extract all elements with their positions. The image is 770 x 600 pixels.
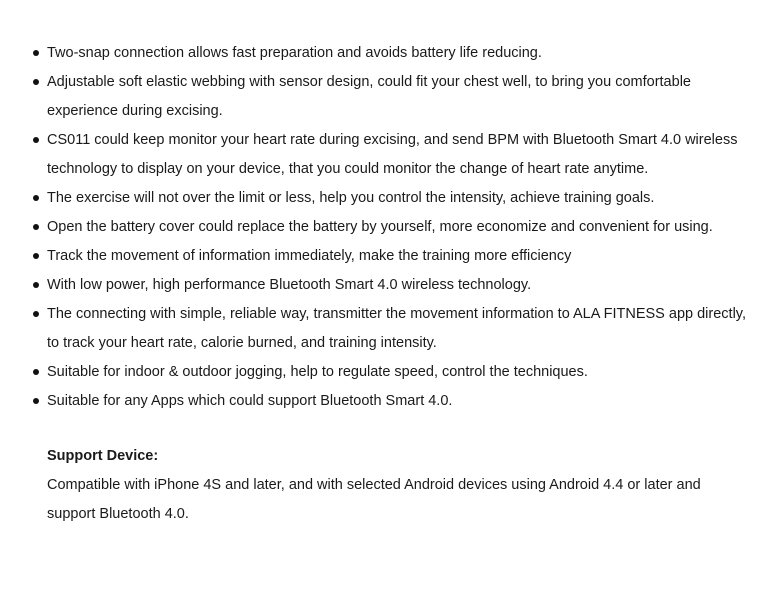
- support-device-section: [0, 442, 770, 529]
- bullet-icon: [33, 253, 39, 259]
- list-item: [0, 358, 770, 387]
- bullet-icon: [33, 137, 39, 143]
- list-item: [0, 213, 770, 242]
- feature-text: Two-snap connection allows fast preparation and avoids battery life reducing.: [47, 45, 542, 61]
- bullet-icon: [33, 195, 39, 201]
- product-description: [0, 39, 770, 529]
- list-item: [0, 184, 770, 213]
- feature-text: With low power, high performance Bluetooth Smart 4.0 wireless technology.: [47, 277, 532, 293]
- list-item: [0, 126, 770, 184]
- list-item: [0, 68, 770, 126]
- bullet-icon: [33, 311, 39, 317]
- list-item: [0, 39, 770, 68]
- support-text: Compatible with iPhone 4S and later, and with selected Android devices using Android 4.4 or later and support Bluetooth 4.0.: [47, 477, 701, 522]
- feature-text: Suitable for any Apps which could support Bluetooth Smart 4.0.: [47, 393, 453, 409]
- support-heading: Support Device:: [47, 448, 159, 464]
- bullet-icon: [33, 282, 39, 288]
- feature-text: The connecting with simple, reliable way, transmitter the movement information to ALA FITNESS app directly, to track your heart rate, calorie burned, and training intensity.: [47, 306, 746, 351]
- list-item: [0, 300, 770, 358]
- feature-text: Suitable for indoor & outdoor jogging, help to regulate speed, control the techniques.: [47, 364, 588, 380]
- feature-text: Open the battery cover could replace the battery by yourself, more economize and convenient for using.: [47, 219, 713, 235]
- bullet-icon: [33, 398, 39, 404]
- feature-text: Track the movement of information immediately, make the training more efficiency: [47, 248, 572, 264]
- feature-list: [0, 39, 770, 416]
- feature-text: The exercise will not over the limit or less, help you control the intensity, achieve training goals.: [47, 190, 655, 206]
- list-item: [0, 387, 770, 416]
- feature-text: Adjustable soft elastic webbing with sensor design, could fit your chest well, to bring you comfortable experience during excising.: [47, 74, 691, 119]
- bullet-icon: [33, 224, 39, 230]
- bullet-icon: [33, 79, 39, 85]
- list-item: [0, 242, 770, 271]
- bullet-icon: [33, 50, 39, 56]
- list-item: [0, 271, 770, 300]
- feature-text: CS011 could keep monitor your heart rate during excising, and send BPM with Bluetooth Smart 4.0 wireless technology to display on your device, that you could monitor the change of heart rate anytime.: [47, 132, 738, 177]
- bullet-icon: [33, 369, 39, 375]
